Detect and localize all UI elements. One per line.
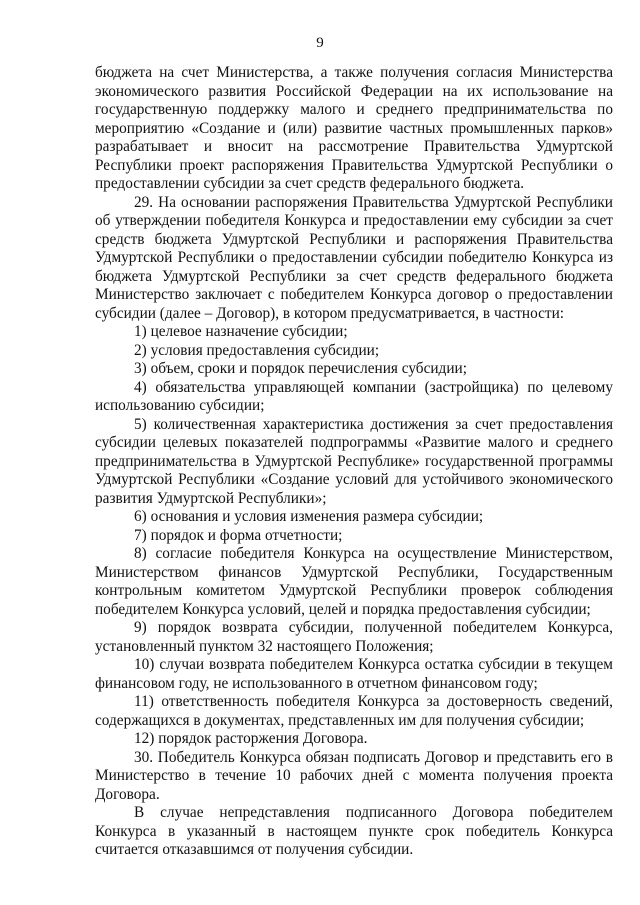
list-item-11: 11) ответственность победителя Конкурса за достоверность сведений, содержащихся в документах, представленных им для получения субсидии; (95, 693, 613, 729)
paragraph-clause-30: 30. Победитель Конкурса обязан подписать Договор и представить его в Министерство в течение 10 рабочих дней с момента получения проекта Договора. (95, 748, 613, 803)
list-item-4: 4) обязательства управляющей компании (застройщика) по целевому использованию субсидии; (95, 378, 613, 414)
list-item-1: 1) целевое назначение субсидии; (134, 323, 348, 340)
list-item-12: 12) порядок расторжения Договора. (134, 730, 368, 747)
list-item-2: 2) условия предоставления субсидии; (134, 341, 380, 359)
paragraph-continuation: бюджета на счет Министерства, а также получения согласия Министерства экономического развития Российской Федерации на их использование на государственную поддержку малого и среднего предпринимательства по мероприятию «Создание и (или) развитие частных промышленных парков» разрабатывает и вносит на рассмотрение Правительства Удмуртской Республики проект распоряжения Правительства Удмуртской Республики о предоставлении субсидии за счет средств федерального бюджета. (95, 64, 613, 192)
list-item-6: 6) основания и условия изменения размера субсидии; (134, 508, 484, 525)
paragraph-clause-29: 29. На основании распоряжения Правительства Удмуртской Республики об утверждении победителя Конкурса и предоставлении ему субсидии за счет средств бюджета Удмуртской Республики и распоряжения Правительства Удмуртской Республики о предоставлении субсидии победителю Конкурса из бюджета Удмуртской Республики за счет средств федерального бюджета Министерство заключает с победителем Конкурса договор о предоставлении субсидии (далее – Договор), в котором предусматривается, в частности: (95, 193, 613, 322)
paragraph-refusal: В случае непредставления подписанного Договора победителем Конкурса в указанный в настоящем пункте срок победитель Конкурса считается отказавшимся от получения субсидии. (95, 804, 613, 858)
list-item-10: 10) случаи возврата победителем Конкурса остатка субсидии в текущем финансовом году, не использованного в отчетном финансовом году; (95, 656, 613, 692)
list-item-8: 8) согласие победителя Конкурса на осуществление Министерством, Министерством финансов Удмуртской Республики, Государственным контрольным комитетом Удмуртской Республики проверок соблюдения победителем Конкурса условий, целей и порядка предоставления субсидии; (95, 545, 613, 618)
list-item-5: 5) количественная характеристика достижения за счет предоставления субсидии целевых показателей подпрограммы «Развитие малого и среднего предпринимательства в Удмуртской Республике» государственной программы Удмуртской Республики «Создание условий для устойчивого экономического развития Удмуртской Республики»; (95, 415, 613, 507)
page-number: 9 (316, 35, 324, 51)
list-item-9: 9) порядок возврата субсидии, полученной победителем Конкурса, установленный пунктом 32 настоящего Положения; (95, 619, 613, 655)
document-body (95, 64, 613, 860)
list-item-7: 7) порядок и форма отчетности; (134, 526, 343, 544)
list-item-3: 3) объем, сроки и порядок перечисления субсидии; (134, 360, 467, 377)
